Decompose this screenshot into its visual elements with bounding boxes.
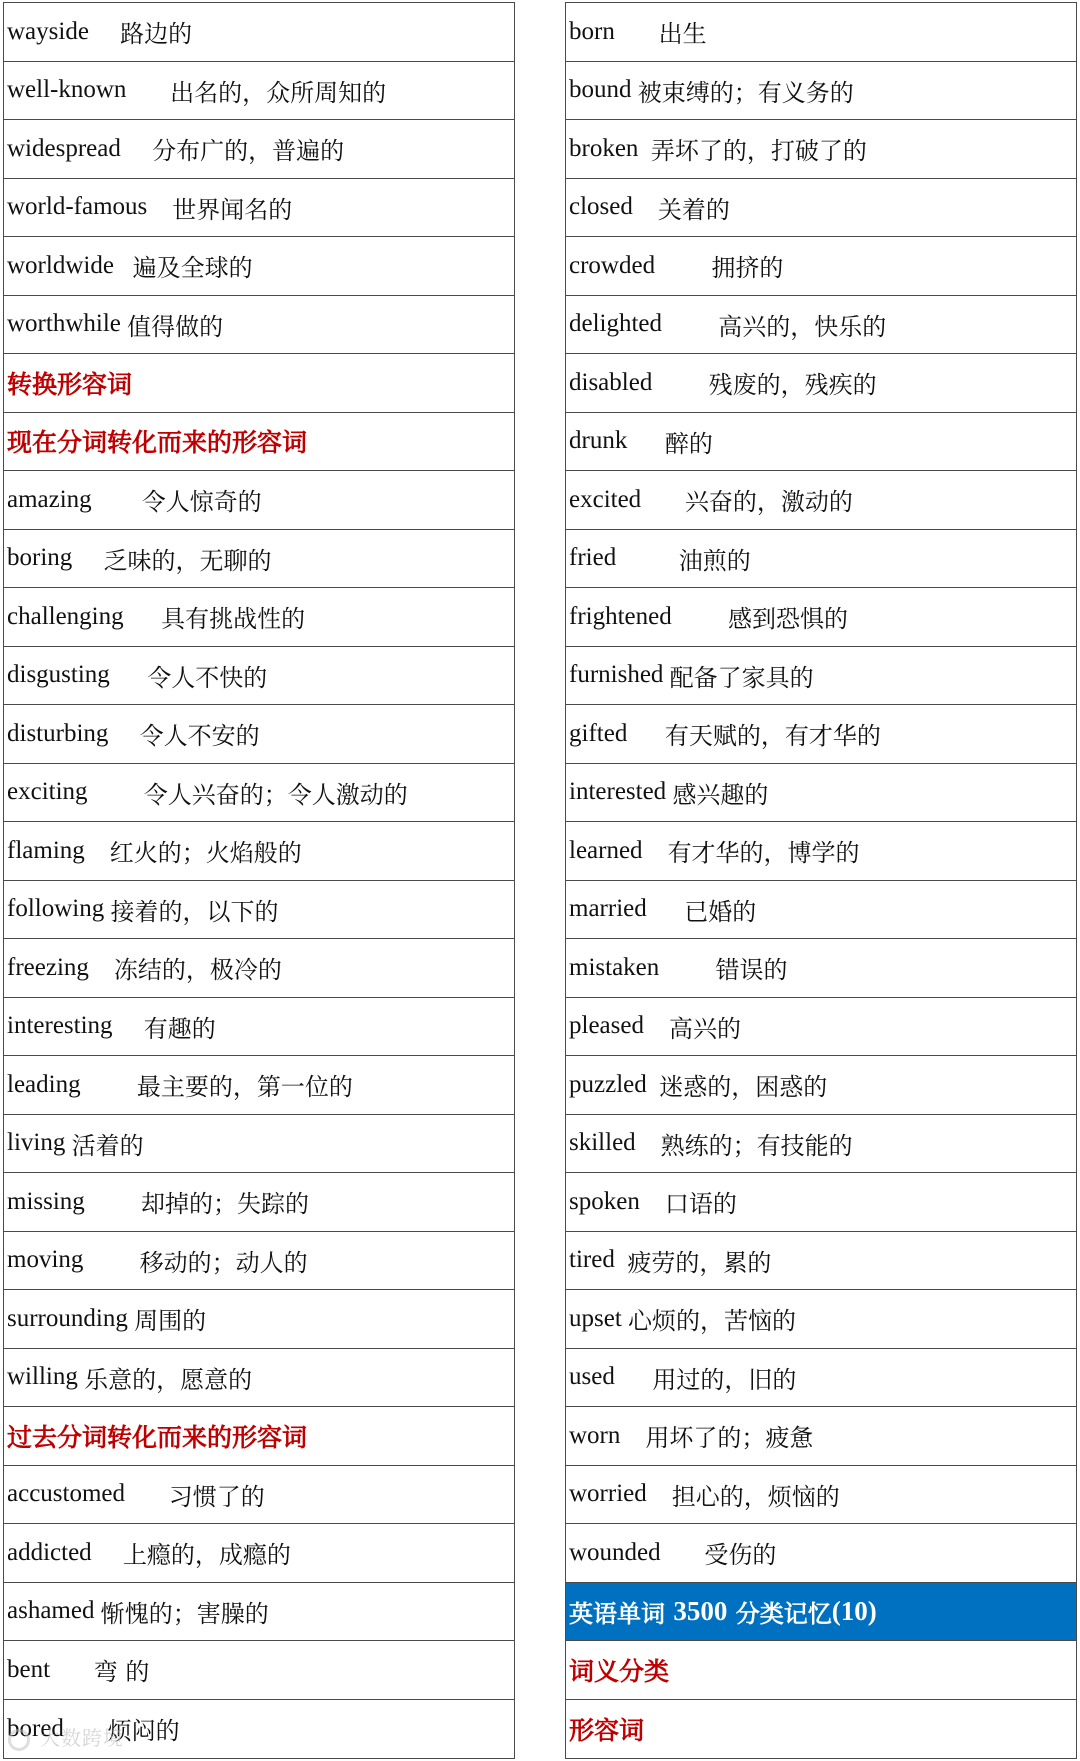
vocab-row: [566, 881, 1076, 940]
section-heading: [4, 1407, 514, 1466]
english-word: flaming: [7, 836, 85, 864]
vocab-row: [566, 1173, 1076, 1232]
english-word: frightened: [569, 602, 672, 630]
spacer: [89, 18, 120, 46]
english-word: freezing: [7, 953, 89, 981]
spacer: [616, 544, 679, 572]
spacer: [121, 135, 152, 163]
vocab-row: [566, 530, 1076, 589]
vocab-row: [566, 822, 1076, 881]
english-word: willing: [7, 1363, 78, 1391]
english-word: exciting: [7, 778, 88, 806]
vocab-row: [4, 1115, 514, 1174]
vocab-row: [4, 822, 514, 881]
english-word: worried: [569, 1480, 647, 1508]
chinese-meaning: 有才华的，博学的: [667, 839, 860, 868]
vocab-row: [4, 1641, 514, 1700]
english-word: used: [569, 1363, 615, 1391]
english-word: wayside: [7, 17, 89, 45]
vocab-row: [4, 179, 514, 238]
vocab-row: [4, 530, 514, 589]
spacer: [627, 720, 665, 748]
chinese-meaning: 拥挤的: [711, 254, 784, 283]
english-word: married: [569, 895, 647, 923]
vocab-row: [4, 1583, 514, 1642]
english-word: interesting: [7, 1012, 113, 1040]
spacer: [124, 603, 162, 631]
chinese-meaning: 却掉的；失踪的: [141, 1190, 310, 1219]
vocab-row: [4, 647, 514, 706]
spacer: [85, 1188, 141, 1216]
chinese-meaning: 高兴的: [668, 1014, 741, 1043]
spacer: [647, 1071, 660, 1099]
spacer: [638, 135, 651, 163]
chinese-meaning: 残废的，残疾的: [708, 371, 877, 400]
english-word: ashamed: [7, 1597, 95, 1625]
english-word: gifted: [569, 719, 628, 747]
english-word: puzzled: [569, 1070, 647, 1098]
english-word: disturbing: [7, 719, 109, 747]
english-word: world-famous: [7, 193, 148, 221]
chinese-meaning: 用过的，旧的: [652, 1365, 797, 1394]
spacer: [110, 661, 148, 689]
english-word: closed: [569, 193, 633, 221]
spacer: [615, 18, 659, 46]
vocab-row: [566, 1349, 1076, 1408]
spacer: [83, 1246, 139, 1274]
chinese-meaning: 红火的；火焰般的: [109, 839, 302, 868]
vocab-row: [4, 1524, 514, 1583]
vocab-row: [566, 588, 1076, 647]
chinese-meaning: 配备了家具的: [669, 663, 814, 692]
chinese-meaning: 活着的: [71, 1131, 144, 1160]
vocab-row: [4, 1349, 514, 1408]
chinese-meaning: 分布广的，普遍的: [152, 137, 345, 166]
chinese-meaning: 有趣的: [143, 1014, 216, 1043]
spacer: [641, 486, 685, 514]
chinese-meaning: 被束缚的；有义务的: [637, 78, 854, 107]
english-word: disabled: [569, 368, 653, 396]
spacer: [88, 778, 144, 806]
vocab-row: [566, 1524, 1076, 1583]
english-word: spoken: [569, 1187, 640, 1215]
english-word: amazing: [7, 485, 92, 513]
chinese-meaning: 令人惊奇的: [141, 488, 262, 517]
spacer: [92, 486, 142, 514]
section-heading-text: 现在分词转化而来的形容词: [7, 428, 308, 458]
vocab-row: [566, 764, 1076, 823]
section-heading-text: 词义分类: [569, 1656, 670, 1686]
english-word: broken: [569, 134, 639, 162]
english-word: born: [569, 17, 615, 45]
chinese-meaning: 出生: [658, 20, 707, 49]
watermark-logo-icon: [8, 1729, 30, 1751]
chinese-meaning: 迷惑的，困惑的: [659, 1073, 828, 1102]
english-word: mistaken: [569, 953, 660, 981]
chinese-meaning: 令人兴奋的；令人激动的: [143, 780, 408, 809]
vocab-row: [566, 179, 1076, 238]
vocab-row: [566, 939, 1076, 998]
english-word: upset: [569, 1304, 622, 1332]
vocab-row: [4, 3, 514, 62]
chinese-meaning: 烦闷的: [107, 1717, 180, 1746]
vocab-row: [4, 120, 514, 179]
english-word: wounded: [569, 1538, 661, 1566]
spacer: [620, 1422, 645, 1450]
vocab-table-left: [3, 2, 515, 1759]
chinese-meaning: 遍及全球的: [132, 254, 253, 283]
english-word: boring: [7, 544, 73, 572]
banner-part: (10): [831, 1595, 877, 1626]
chinese-meaning: 弄坏了的，打破了的: [650, 137, 867, 166]
chinese-meaning: 弯 的: [93, 1658, 150, 1687]
vocab-row: [566, 354, 1076, 413]
chinese-meaning: 油煎的: [678, 546, 751, 575]
chinese-meaning: 错误的: [715, 956, 788, 985]
spacer: [672, 603, 728, 631]
english-word: addicted: [7, 1538, 92, 1566]
english-word: accustomed: [7, 1480, 126, 1508]
english-word: fried: [569, 544, 617, 572]
vocab-row: [4, 1290, 514, 1349]
vocab-row: [566, 1407, 1076, 1466]
chinese-meaning: 担心的，烦恼的: [671, 1482, 840, 1511]
vocab-row: [566, 296, 1076, 355]
spacer: [113, 1012, 144, 1040]
chinese-meaning: 用坏了的；疲惫: [645, 1424, 814, 1453]
vocab-row: [566, 1232, 1076, 1291]
chinese-meaning: 疲劳的，累的: [627, 1248, 772, 1277]
vocab-row: [566, 1466, 1076, 1525]
english-word: surrounding: [7, 1304, 128, 1332]
section-heading: [566, 1641, 1076, 1700]
chinese-meaning: 感兴趣的: [672, 780, 769, 809]
spacer: [647, 895, 685, 923]
spacer: [636, 1129, 661, 1157]
spacer: [114, 252, 133, 280]
spacer: [81, 1071, 137, 1099]
vocab-row: [566, 1056, 1076, 1115]
chinese-meaning: 惭愧的；害臊的: [100, 1599, 269, 1628]
chinese-meaning: 感到恐惧的: [727, 605, 848, 634]
vocab-row: [566, 413, 1076, 472]
english-word: living: [7, 1129, 66, 1157]
vocab-row: [4, 1173, 514, 1232]
chinese-meaning: 世界闻名的: [172, 195, 293, 224]
spacer: [125, 1480, 169, 1508]
watermark: 大数跨境: [8, 1722, 124, 1751]
vocab-row: [566, 705, 1076, 764]
english-word: bound: [569, 76, 632, 104]
section-heading-text: 过去分词转化而来的形容词: [7, 1422, 308, 1452]
chinese-meaning: 令人不安的: [139, 722, 260, 751]
english-word: interested: [569, 778, 667, 806]
english-word: disgusting: [7, 661, 110, 689]
vocab-row: [4, 1232, 514, 1291]
vocab-row: [4, 881, 514, 940]
english-word: learned: [569, 836, 643, 864]
section-heading-text: 转换形容词: [7, 369, 133, 399]
english-word: bored: [7, 1714, 64, 1742]
english-word: missing: [7, 1187, 85, 1215]
spacer: [627, 427, 665, 455]
english-word: moving: [7, 1246, 84, 1274]
chinese-meaning: 心烦的，苦恼的: [628, 1307, 797, 1336]
vocab-row: [566, 120, 1076, 179]
spacer: [659, 954, 715, 982]
vocab-row: [4, 998, 514, 1057]
english-word: worn: [569, 1421, 621, 1449]
chinese-meaning: 出名的，众所周知的: [170, 78, 387, 107]
banner-prefix: 英语单词: [569, 1599, 674, 1628]
chinese-meaning: 接着的，以下的: [110, 897, 279, 926]
vocab-row: [4, 1056, 514, 1115]
vocab-row: [4, 588, 514, 647]
chinese-meaning: 已婚的: [684, 897, 757, 926]
chinese-meaning: 受伤的: [704, 1541, 777, 1570]
vocab-table-right: [565, 2, 1077, 1759]
vocab-row: [4, 296, 514, 355]
english-word: tired: [569, 1246, 615, 1274]
chinese-meaning: 乏味的，无聊的: [103, 546, 272, 575]
chinese-meaning: 关着的: [657, 195, 730, 224]
vocab-row: [566, 1290, 1076, 1349]
chinese-meaning: 习惯了的: [168, 1482, 265, 1511]
banner-suffix: 分类记忆: [727, 1599, 832, 1628]
spacer: [72, 544, 103, 572]
spacer: [89, 954, 114, 982]
chinese-meaning: 值得做的: [127, 312, 224, 341]
section-heading: [4, 413, 514, 472]
spacer: [147, 193, 172, 221]
english-word: worthwhile: [7, 310, 121, 338]
chinese-meaning: 高兴的，快乐的: [718, 312, 887, 341]
spacer: [615, 1246, 628, 1274]
english-word: well-known: [7, 76, 127, 104]
spacer: [652, 369, 708, 397]
vocab-row: [4, 62, 514, 121]
spacer: [92, 1539, 123, 1567]
vocab-row: [566, 62, 1076, 121]
chinese-meaning: 醉的: [664, 429, 713, 458]
title-banner: [566, 1583, 1076, 1642]
spacer: [126, 76, 170, 104]
english-word: excited: [569, 485, 642, 513]
vocab-row: [4, 471, 514, 530]
vocab-row: [566, 998, 1076, 1057]
chinese-meaning: 乐意的，愿意的: [84, 1365, 253, 1394]
vocab-row: [566, 3, 1076, 62]
banner-number: 3500: [673, 1595, 728, 1626]
english-word: bent: [7, 1655, 51, 1683]
spacer: [643, 837, 668, 865]
chinese-meaning: 冻结的，极冷的: [113, 956, 282, 985]
chinese-meaning: 熟练的；有技能的: [660, 1131, 853, 1160]
chinese-meaning: 口语的: [664, 1190, 737, 1219]
vocab-row: [566, 471, 1076, 530]
spacer: [640, 1188, 665, 1216]
vocab-row: [4, 1466, 514, 1525]
english-word: widespread: [7, 134, 121, 162]
vocab-row: [4, 705, 514, 764]
vocab-row: [4, 764, 514, 823]
section-heading: [566, 1700, 1076, 1759]
english-word: drunk: [569, 427, 628, 455]
chinese-meaning: 最主要的，第一位的: [136, 1073, 353, 1102]
english-word: crowded: [569, 251, 656, 279]
section-heading-text: 形容词: [569, 1715, 645, 1745]
english-word: pleased: [569, 1012, 644, 1040]
spacer: [50, 1656, 94, 1684]
english-word: leading: [7, 1070, 81, 1098]
chinese-meaning: 路边的: [120, 20, 193, 49]
spacer: [85, 837, 110, 865]
spacer: [615, 1363, 653, 1391]
vocab-row: [4, 237, 514, 296]
chinese-meaning: 上瘾的，成瘾的: [122, 1541, 291, 1570]
chinese-meaning: 有天赋的，有才华的: [664, 722, 881, 751]
spacer: [644, 1012, 669, 1040]
spacer: [647, 1480, 672, 1508]
section-heading: [4, 354, 514, 413]
spacer: [655, 252, 711, 280]
spacer: [108, 720, 139, 748]
vocab-row: [566, 647, 1076, 706]
chinese-meaning: 令人不快的: [147, 663, 268, 692]
english-word: worldwide: [7, 251, 114, 279]
chinese-meaning: 具有挑战性的: [161, 605, 306, 634]
chinese-meaning: 周围的: [134, 1307, 207, 1336]
english-word: challenging: [7, 602, 124, 630]
vocab-row: [566, 237, 1076, 296]
chinese-meaning: 兴奋的，激动的: [684, 488, 853, 517]
spacer: [633, 193, 658, 221]
english-word: delighted: [569, 310, 663, 338]
vocab-row: [566, 1115, 1076, 1174]
spacer: [662, 310, 718, 338]
english-word: furnished: [569, 661, 664, 689]
spacer: [661, 1539, 705, 1567]
english-word: skilled: [569, 1129, 636, 1157]
english-word: following: [7, 895, 105, 923]
chinese-meaning: 移动的；动人的: [139, 1248, 308, 1277]
vocab-row: [4, 939, 514, 998]
